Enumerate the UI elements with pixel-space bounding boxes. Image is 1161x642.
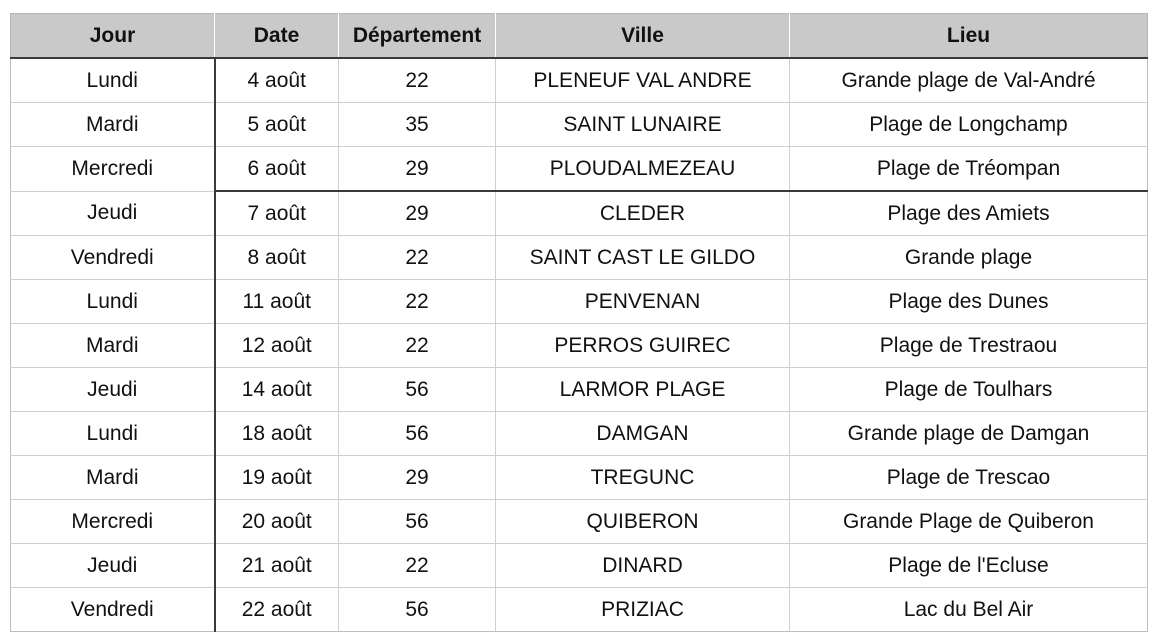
cell-ville: SAINT LUNAIRE (496, 103, 790, 147)
cell-lieu: Plage de Trestraou (790, 324, 1148, 368)
column-header-ville: Ville (496, 14, 790, 59)
cell-date: 4 août (215, 58, 339, 103)
cell-jour: Jeudi (11, 368, 215, 412)
cell-departement: 56 (339, 500, 496, 544)
cell-ville: PRIZIAC (496, 588, 790, 632)
table-row (11, 103, 1148, 147)
cell-jour: Mardi (11, 324, 215, 368)
cell-departement: 22 (339, 58, 496, 103)
cell-departement: 29 (339, 191, 496, 236)
cell-lieu: Grande plage de Damgan (790, 412, 1148, 456)
table-row (11, 456, 1148, 500)
cell-departement: 29 (339, 456, 496, 500)
cell-ville: CLEDER (496, 191, 790, 236)
cell-ville: PLENEUF VAL ANDRE (496, 58, 790, 103)
table-header (11, 14, 1148, 59)
cell-lieu: Grande plage de Val-André (790, 58, 1148, 103)
cell-jour: Lundi (11, 412, 215, 456)
table-row (11, 280, 1148, 324)
table-row (11, 368, 1148, 412)
column-header-departement: Département (339, 14, 496, 59)
cell-lieu: Grande plage (790, 236, 1148, 280)
cell-departement: 35 (339, 103, 496, 147)
cell-date: 21 août (215, 544, 339, 588)
cell-date: 20 août (215, 500, 339, 544)
cell-date: 7 août (215, 191, 339, 236)
cell-date: 12 août (215, 324, 339, 368)
cell-departement: 22 (339, 324, 496, 368)
cell-jour: Mardi (11, 456, 215, 500)
cell-date: 11 août (215, 280, 339, 324)
cell-jour: Mardi (11, 103, 215, 147)
table-row (11, 412, 1148, 456)
cell-ville: SAINT CAST LE GILDO (496, 236, 790, 280)
cell-ville: PENVENAN (496, 280, 790, 324)
cell-lieu: Plage des Dunes (790, 280, 1148, 324)
table-row (11, 544, 1148, 588)
cell-ville: TREGUNC (496, 456, 790, 500)
table-row (11, 191, 1148, 236)
cell-lieu: Plage de l'Ecluse (790, 544, 1148, 588)
cell-date: 5 août (215, 103, 339, 147)
cell-departement: 56 (339, 588, 496, 632)
cell-lieu: Lac du Bel Air (790, 588, 1148, 632)
cell-lieu: Plage de Tréompan (790, 147, 1148, 192)
cell-lieu: Plage de Toulhars (790, 368, 1148, 412)
schedule-table-container (10, 13, 1147, 632)
cell-ville: PERROS GUIREC (496, 324, 790, 368)
cell-ville: DINARD (496, 544, 790, 588)
cell-jour: Lundi (11, 280, 215, 324)
cell-ville: QUIBERON (496, 500, 790, 544)
cell-jour: Mercredi (11, 500, 215, 544)
cell-departement: 22 (339, 544, 496, 588)
column-header-jour: Jour (11, 14, 215, 59)
cell-departement: 22 (339, 236, 496, 280)
cell-lieu: Plage de Longchamp (790, 103, 1148, 147)
cell-jour: Mercredi (11, 147, 215, 192)
header-row (11, 14, 1148, 59)
cell-ville: DAMGAN (496, 412, 790, 456)
cell-lieu: Grande Plage de Quiberon (790, 500, 1148, 544)
cell-departement: 29 (339, 147, 496, 192)
cell-jour: Jeudi (11, 544, 215, 588)
cell-ville: PLOUDALMEZEAU (496, 147, 790, 192)
table-row (11, 324, 1148, 368)
cell-date: 6 août (215, 147, 339, 192)
cell-date: 19 août (215, 456, 339, 500)
cell-date: 14 août (215, 368, 339, 412)
cell-lieu: Plage de Trescao (790, 456, 1148, 500)
cell-departement: 22 (339, 280, 496, 324)
table-row (11, 58, 1148, 103)
table-row (11, 500, 1148, 544)
cell-jour: Vendredi (11, 588, 215, 632)
cell-date: 22 août (215, 588, 339, 632)
table-row (11, 588, 1148, 632)
cell-ville: LARMOR PLAGE (496, 368, 790, 412)
cell-jour: Lundi (11, 58, 215, 103)
table-row (11, 147, 1148, 192)
cell-departement: 56 (339, 412, 496, 456)
cell-departement: 56 (339, 368, 496, 412)
cell-date: 18 août (215, 412, 339, 456)
cell-jour: Jeudi (11, 191, 215, 236)
column-header-date: Date (215, 14, 339, 59)
schedule-table (10, 13, 1148, 632)
cell-jour: Vendredi (11, 236, 215, 280)
cell-lieu: Plage des Amiets (790, 191, 1148, 236)
table-row (11, 236, 1148, 280)
table-body (11, 58, 1148, 632)
column-header-lieu: Lieu (790, 14, 1148, 59)
cell-date: 8 août (215, 236, 339, 280)
